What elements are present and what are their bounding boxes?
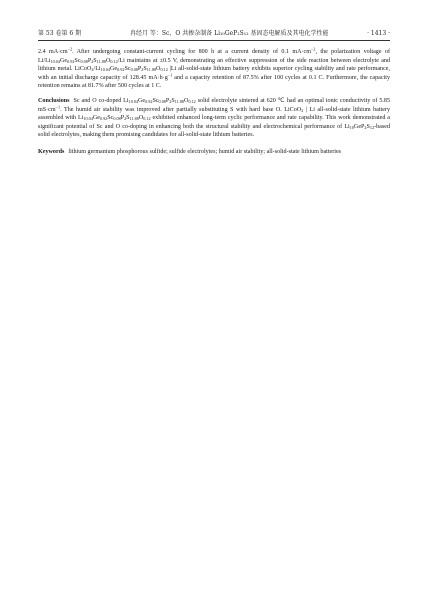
formula-electrolyte: $Li_{10.04}Ge_{0.92}Sc_{0.08}P_2S_{11.88}O_{0.12}$ [77, 115, 151, 122]
volume-issue: 第 53 卷第 6 期 [38, 30, 82, 37]
formula-electrolyte: $Li_{10.04}Ge_{0.92}Sc_{0.08}P_2S_{11.88}O_{0.12}$ [45, 57, 118, 64]
keywords-text: lithium germanium phosphorous sulfide; sulfide electrolytes; humid air stability; all-solid-state lithium batteries [68, 148, 342, 155]
running-header [38, 29, 390, 39]
conclusions-label: Conclusions [38, 97, 70, 104]
formula-electrolyte: $Li_{10.04}Ge_{0.92}Sc_{0.08}P_2S_{11.88}O_{0.12}$ [95, 66, 168, 73]
keywords-paragraph [38, 148, 390, 157]
article-body [38, 48, 390, 163]
running-title: 冉经月 等：Sc、O 共掺杂制备 Li₁₀GeP₂S₁₂ 基固态电解质及其电化学性能 [130, 30, 329, 37]
page-number: · 1413 · [367, 30, 390, 37]
header-rule [38, 40, 390, 41]
keywords-label: Keywords [38, 148, 65, 155]
conclusions-paragraph: Conclusions Sc and O co-doped $Li_{10.04}Ge_{0.92}Sc_{0.08}P_2S_{11.88}O_{0.12}$ solid electrolyte sintered at 620 ℃ had an optimal ionic conductivity of 5.85 $mS\cdot cm^{-1}$. The humid air stability was improved after partially substituting S with hard base O. LiCoO$_2$ | Li all-solid-state lithium battery assembled with $Li_{10.04}Ge_{0.92}Sc_{0.08}P_2S_{11.88}O_{0.12}$ exhibited enhanced long-term cyclic performance and rate capability. This work demonstrated a significant potential of Sc and O co-doping in enhancing both the structural stability and electrochemical performance of $Li_{10}GeP_2S_{12}$-based solid electrolytes, making them promising candidates for all-solid-state lithium batteries. [38, 97, 391, 139]
abstract-continuation: 2.4 $mA\cdot cm^{-2}$. After undergoing constant-current cycling for 800 h at a current density of 0.1 $mA\cdot cm^{-2}$, the polarization voltage of $Li/Li_{10.04}Ge_{0.92}Sc_{0.08}P_2S_{11.88}O_{0.12}/Li$ maintains at ±0.5 V, demonstrating an effective suppression of the side reaction between electrolyte and lithium metal. $LiCoO_2/Li_{10.04}Ge_{0.92}Sc_{0.08}P_2S_{11.88}O_{0.12}$ |Li all-solid-state lithium battery exhibits superior cycling stability and rate performance, with an initial discharge capacity of 128.45 $mA\cdot h\cdot g^{-1}$ and a capacity retention of 87.5% after 100 cycles at 0.1 C. Furthermore, the capacity retention remains at 81.7% after 500 cycles at 1 C. [38, 46, 391, 90]
formula-electrolyte: $Li_{10.04}Ge_{0.92}Sc_{0.08}P_2S_{11.88}O_{0.12}$ [123, 97, 196, 105]
